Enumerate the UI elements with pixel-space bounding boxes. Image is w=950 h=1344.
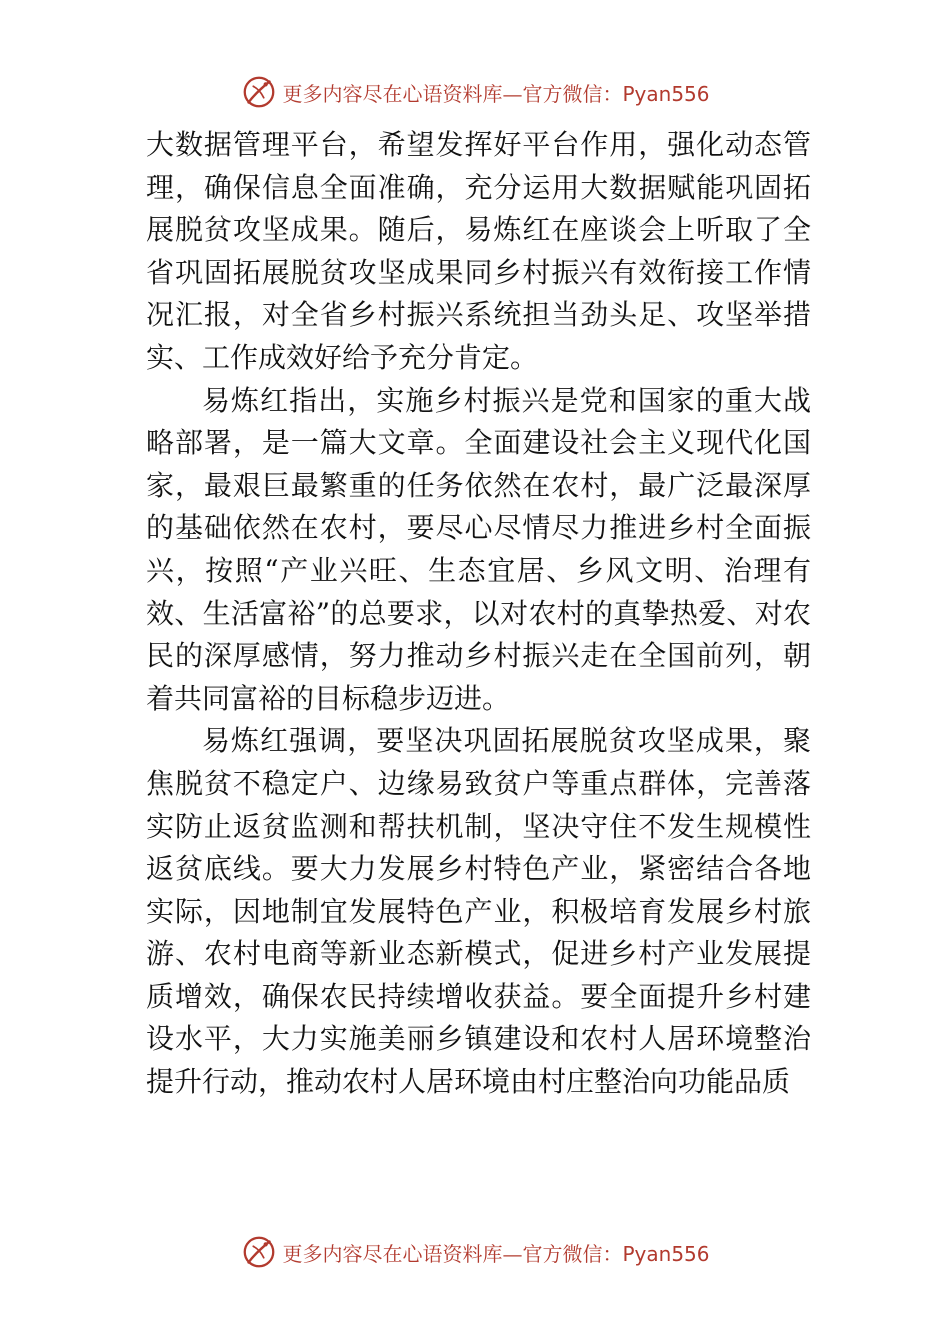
logo-icon [240,73,278,111]
header-wechat-id: Pyan556 [622,81,710,106]
paragraph-2: 易炼红指出，实施乡村振兴是党和国家的重大战略部署，是一篇大文章。全面建设社会主义现代化国家，最艰巨最繁重的任务依然在农村，最广泛最深厚的基础依然在农村，要尽心尽情尽力推进乡村全面振兴，按照“产业兴旺、生态宜居、乡风文明、治理有效、生活富裕”的总要求，以对农村的真挚热爱、对农民的深厚感情，努力推动乡村振兴走在全国前列，朝着共同富裕的目标稳步迈进。 [146,383,811,715]
paragraph-1: 大数据管理平台，希望发挥好平台作用，强化动态管理，确保信息全面准确，充分运用大数据赋能巩固拓展脱贫攻坚成果。随后，易炼红在座谈会上听取了全省巩固拓展脱贫攻坚成果同乡村振兴有效衔接工作情况汇报，对全省乡村振兴系统担当劲头足、攻坚举措实、工作成效好给予充分肯定。 [146,128,811,374]
paragraph-3: 易炼红强调，要坚决巩固拓展脱贫攻坚成果，聚焦脱贫不稳定户、边缘易致贫户等重点群体，完善落实防止返贫监测和帮扶机制，坚决守住不发生规模性返贫底线。要大力发展乡村特色产业，紧密结合各地实际，因地制宜发展特色产业，积极培育发展乡村旅游、农村电商等新业态新模式，促进乡村产业发展提质增效，确保农民持续增收获益。要全面提升乡村建设水平，大力实施美丽乡镇建设和农村人居环境整治提升行动，推动农村人居环境由村庄整治向功能品质 [146,724,811,1099]
footer-banner-text [282,1238,709,1267]
footer-banner [0,1232,950,1272]
document-body [146,124,811,1104]
footer-banner-label: 更多内容尽在心语资料库—官方微信： [282,1241,623,1266]
header-banner-text [282,78,709,107]
header-banner [0,72,950,112]
logo-icon [240,1233,278,1271]
header-banner-label: 更多内容尽在心语资料库—官方微信： [282,81,623,106]
header-banner-inner [240,73,709,111]
footer-wechat-id: Pyan556 [622,1241,710,1266]
footer-banner-inner [240,1233,709,1271]
